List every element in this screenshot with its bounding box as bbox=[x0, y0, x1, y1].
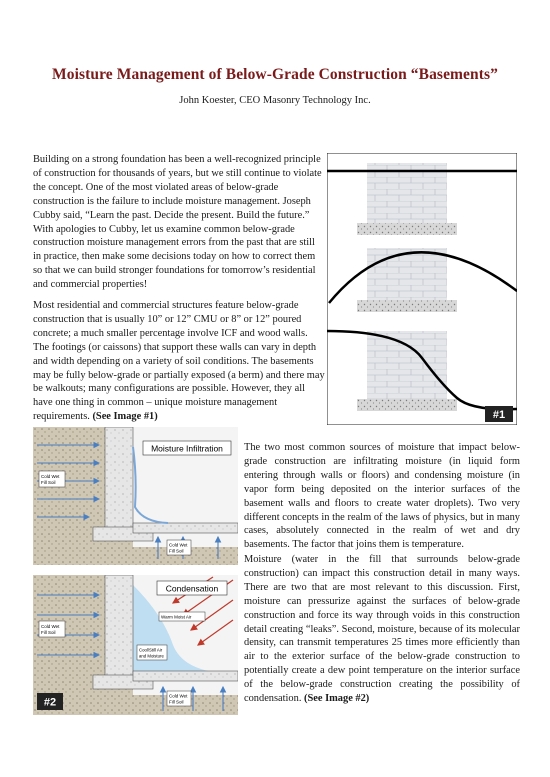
fill-soil-label-a1: Cold Wet bbox=[41, 474, 60, 479]
image2-reference: (See Image #2) bbox=[304, 693, 370, 705]
wall-section-2 bbox=[367, 248, 447, 300]
moisture-impact-text: Moisture (water in the fill that surrounds below-grade construction) can impact this construction detail in many ways. There are two that are most relevant to this discussion. First, moisture can pressurize against the surfaces of below-grade construction and force its way through voids in this construction detail creating “leaks”. Second, moisture, because of its molecular density, can transmit temperatures 25 times more efficiently than air to the exterior surface of the below-grade construction to potentially create a dew point temperature on the interior surface of the below-grade construction creating the possibility of condensation. bbox=[244, 554, 520, 705]
slab bbox=[133, 523, 238, 533]
structures-paragraph bbox=[33, 299, 325, 424]
cool-air-label-2: and Moisture bbox=[139, 653, 164, 659]
figure-2-infiltration-diagram bbox=[33, 427, 238, 565]
structures-text: Most residential and commercial structures feature below-grade construction that is usually 10” or 12” CMU or 8” or 12” poured concrete; a much smaller percentage involve ICF and wood walls. The footings (or caissons) that support these walls can vary in depth and width depending on a variety of soil conditions. The basements may be fully below-grade or partially exposed (a berm) and there may be walkouts; many configurations are possible. However, they all have one thing in common – unique moisture management requirements. bbox=[33, 300, 325, 423]
bottom-soil-label-b1: Cold Wet bbox=[169, 693, 188, 699]
bottom-soil-label-a2: Fill Soil bbox=[169, 548, 184, 554]
wall-section-3 bbox=[367, 331, 447, 399]
slab-b bbox=[133, 671, 238, 681]
fill-soil-label-b2: Fill Soil bbox=[41, 630, 56, 635]
bottom-soil-label-a1: Cold Wet bbox=[169, 542, 188, 548]
foundation-wall bbox=[105, 427, 133, 529]
footing-2 bbox=[357, 300, 457, 312]
condensation-title: Condensation bbox=[165, 583, 219, 594]
figure-1-wall-sections bbox=[327, 153, 517, 425]
figure-2-badge: #2 bbox=[43, 696, 57, 709]
page-title: Moisture Management of Below-Grade Construction “Basements” bbox=[51, 66, 498, 83]
moisture-impact-paragraph bbox=[244, 553, 520, 706]
intro-paragraph: Building on a strong foundation has been a well-recognized principle of construction for thousands of years, but we still continue to violate the concept. One of the most violated areas of below-grade construction is the failure to include moisture management. Joseph Cubby said, “Learn the past. Decide the present. Build the future.” With apologies to Cubby, let us examine common below-grade construction moisture management errors from the past that are still in practice, then make some decisions today on how to correct them so that we can build stronger foundations for tomorrow’s residential and commercial properties! bbox=[33, 154, 322, 291]
moisture-sources-paragraph: The two most common sources of moisture that impact below-grade construction are infiltrating moisture (in liquid form entering through walls or floors) and condensing moisture (in vapor form being deposited on the interior surfaces of the basement walls and floors to create water droplets). Two very different concepts in the realm of the laws of physics, but in many cases, absolutely connected in the realm of wet and dry basements. The factor that joins them is temperature. bbox=[244, 442, 520, 551]
fill-soil-label-a2: Fill Soil bbox=[41, 480, 56, 485]
footing-1 bbox=[357, 223, 457, 235]
bottom-soil-label-b2: Fill Soil bbox=[169, 699, 184, 705]
fill-soil-label-b1: Cold Wet bbox=[41, 624, 60, 629]
cool-air-label-1: Cool/Still Air bbox=[139, 647, 163, 653]
foundation-wall-b bbox=[105, 575, 133, 677]
warm-air-label: Warm Moist Air bbox=[161, 614, 192, 620]
figure-1-badge: #1 bbox=[492, 409, 506, 421]
author-line: John Koester, CEO Masonry Technology Inc. bbox=[179, 95, 371, 106]
footing-3 bbox=[357, 399, 457, 411]
infiltration-title: Moisture Infiltration bbox=[151, 443, 223, 454]
figure-2-condensation-diagram bbox=[33, 575, 238, 715]
image1-reference: (See Image #1) bbox=[92, 411, 158, 423]
